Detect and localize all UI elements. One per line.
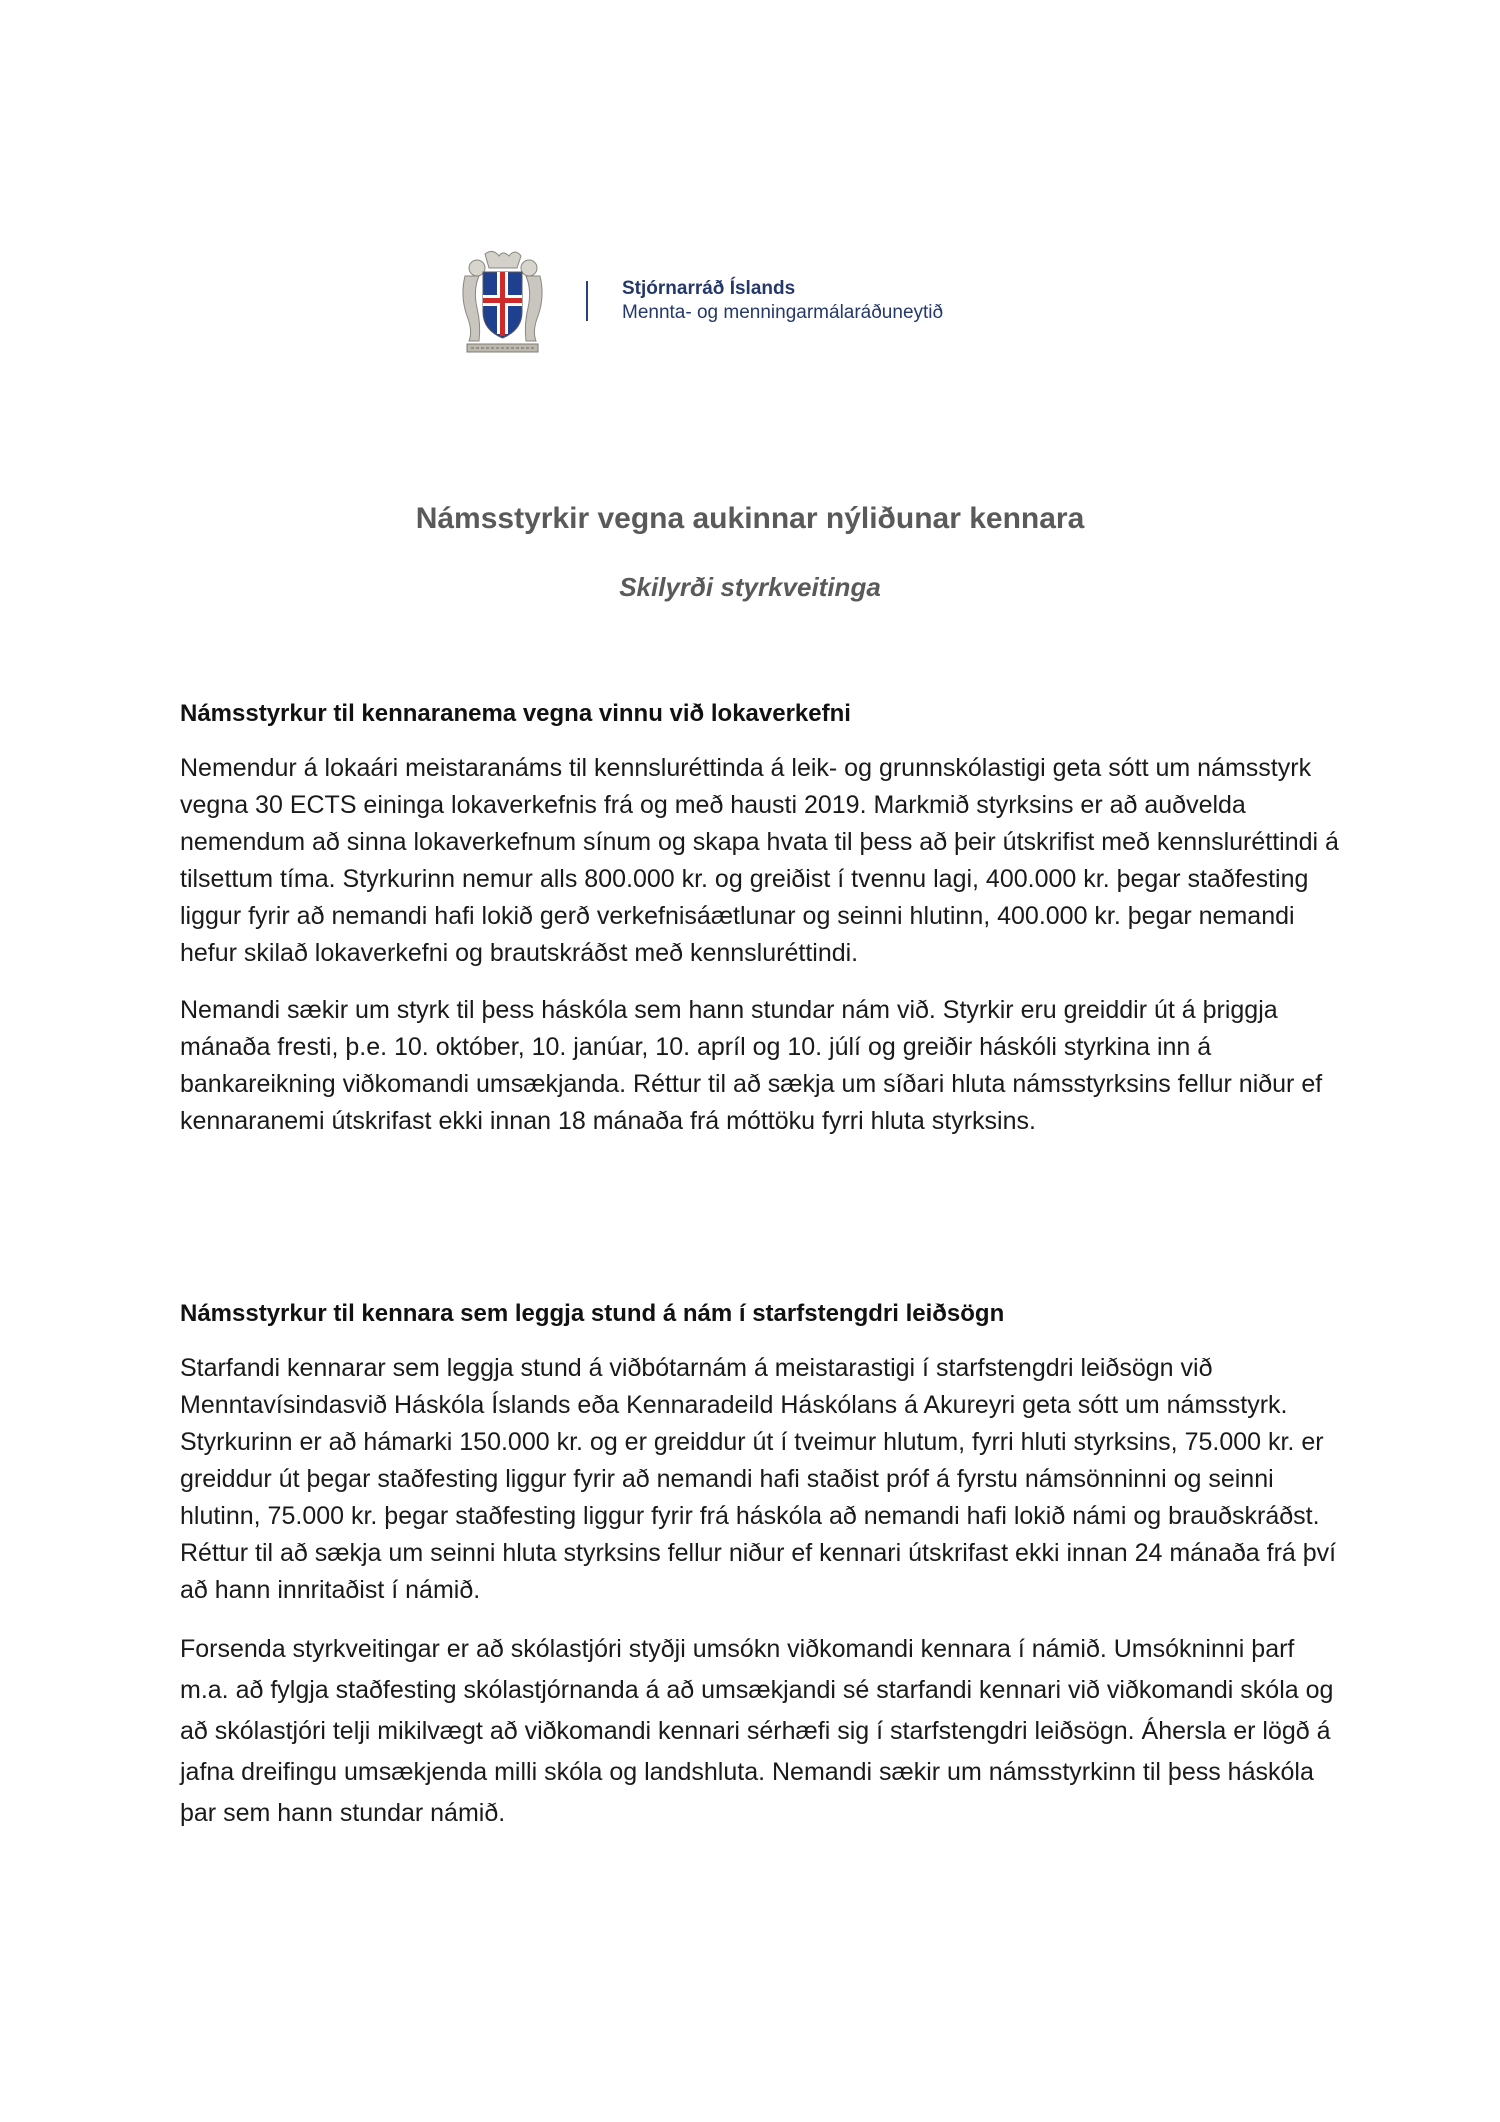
header-divider (586, 281, 588, 321)
org-department: Mennta- og menningarmálaráðuneytið (622, 302, 944, 323)
section-heading: Námsstyrkur til kennara sem leggja stund á nám í starfstengdri leiðsögn (180, 1300, 1005, 1327)
section-teacher-grant (180, 1300, 1340, 1854)
paragraph: Starfandi kennarar sem leggja stund á viðbótarnám á meistarastigi í starfstengdri leiðsögn við Menntavísindasvið Háskóla Íslands eða Kennaradeild Háskólans á Akureyri geta sótt um námsstyrk. Styrkurinn er að hámarki 150.000 kr. og er greiddur út í tveimur hlutum, fyrri hluti styrksins, 75.000 kr. er greiddur út þegar staðfesting liggur fyrir að nemandi hafi staðist próf á fyrstu námsönninni og seinni hlutinn, 75.000 kr. þegar staðfesting liggur fyrir frá háskóla að nemandi hafi lokið námi og brauðskráðst. Réttur til að sækja um seinni hluta styrksins fellur niður ef kennari útskrifast ekki innan 24 mánaða frá því að hann innritaðist í námið. (180, 1354, 1337, 1604)
org-name: Stjórnarráð Íslands (622, 278, 796, 299)
org-text (622, 277, 943, 325)
coat-of-arms-icon (455, 246, 550, 356)
section-heading: Námsstyrkur til kennaranema vegna vinnu við lokaverkefni (180, 700, 851, 727)
section-student-grant (180, 700, 1340, 1160)
paragraph: Nemandi sækir um styrk til þess háskóla sem hann stundar nám við. Styrkir eru greiddir út á þriggja mánaða fresti, þ.e. 10. október, 10. janúar, 10. apríl og 10. júlí og greiðir háskóli styrkina inn á bankareikning viðkomandi umsækjanda. Réttur til að sækja um síðari hluta námsstyrksins fellur niður ef kennaranemi útskrifast ekki innan 18 mánaða frá móttöku fyrri hluta styrksins. (180, 996, 1323, 1135)
paragraph: Forsenda styrkveitingar er að skólastjóri styðji umsókn viðkomandi kennara í námið. Umsókninni þarf m.a. að fylgja staðfesting skólastjórnanda á að umsækjandi sé starfandi kennari við viðkomandi skóla og að skólastjóri telji mikilvægt að viðkomandi kennari sérhæfi sig í starfstengdri leiðsögn. Áhersla er lögð á jafna dreifingu umsækjenda milli skóla og landshluta. Nemandi sækir um námsstyrkinn til þess háskóla þar sem hann stundar námið. (180, 1635, 1334, 1827)
letterhead (455, 246, 943, 356)
document-subtitle: Skilyrði styrkveitinga (619, 572, 881, 602)
paragraph: Nemendur á lokaári meistaranáms til kennsluréttinda á leik- og grunnskólastigi geta sótt um námsstyrk vegna 30 ECTS eininga lokaverkefnis frá og með hausti 2019. Markmið styrksins er að auðvelda nemendum að sinna lokaverkefnum sínum og skapa hvata til þess að þeir útskrifist með kennsluréttindi á tilsettum tíma. Styrkurinn nemur alls 800.000 kr. og greiðist í tvennu lagi, 400.000 kr. þegar staðfesting liggur fyrir að nemandi hafi lokið gerð verkefnisáætlunar og seinni hlutinn, 400.000 kr. þegar nemandi hefur skilað lokaverkefni og brautskráðst með kennsluréttindi. (180, 754, 1339, 967)
document-title: Námsstyrkir vegna aukinnar nýliðunar kennara (415, 502, 1085, 535)
